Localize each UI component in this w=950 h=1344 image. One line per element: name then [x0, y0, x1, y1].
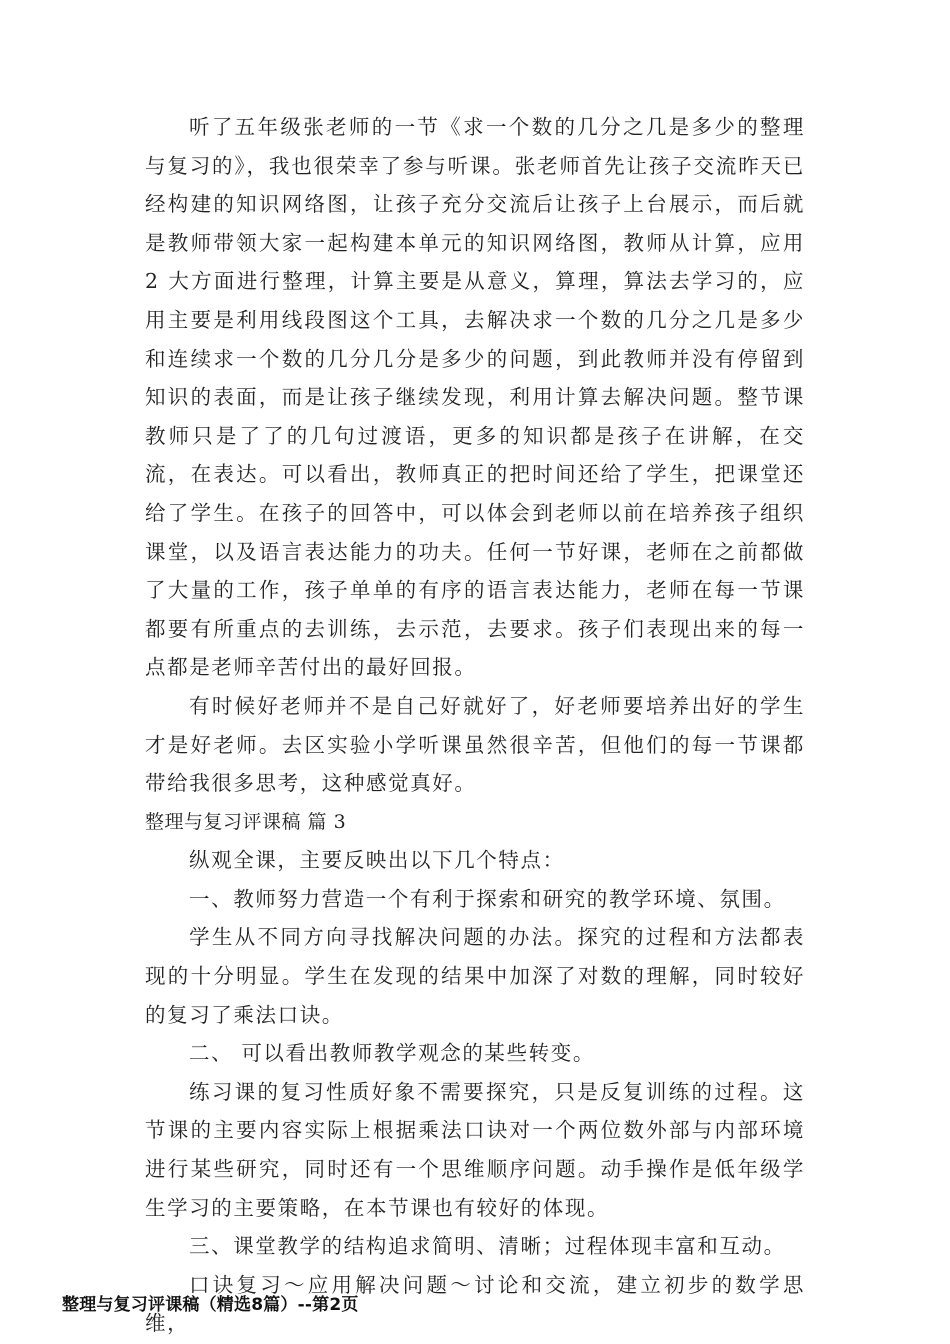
section-paragraph-4: 二、 可以看出教师教学观念的某些转变。 [189, 1041, 595, 1066]
section-paragraph-1: 纵观全课，主要反映出以下几个特点： [189, 848, 565, 873]
body-paragraph-1: 听了五年级张老师的一节《求一个数的几分之几是多少的整理与复习的》，我也很荣幸了参与听课。张老师首先让孩子交流昨天已经构建的知识网络图，让孩子充分交流后让孩子上台展示，而后就是教师带领大家一起构建本单元的知识网络图，教师从计算，应用 2 大方面进行整理，计算主要是从意义，算理，算法去学习的，应用主要是利用线段图这个工具，去解决求一个数的几分之几是多少和连续求一个数的几分几分是多少的问题，到此教师并没有停留到知识的表面，而是让孩子继续发现，利用计算去解决问题。整节课教师只是了了的几句过渡语，更多的知识都是孩子在讲解，在交流，在表达。可以看出，教师真正的把时间还给了学生，把课堂还给了学生。在孩子的回答中，可以体会到老师以前在培养孩子组织课堂，以及语言表达能力的功夫。任何一节好课，老师在之前都做了大量的工作，孩子单单的有序的语言表达能力，老师在每一节课都要有所重点的去训练，去示范，去要求。孩子们表现出来的每一点都是老师辛苦付出的最好回报。 [145, 115, 805, 680]
section-heading: 整理与复习评课稿 篇 3 [145, 810, 347, 833]
section-paragraph-2: 一、教师努力营造一个有利于探索和研究的教学环境、氛围。 [189, 886, 786, 911]
page-footer: 整理与复习评课稿（精选8篇）--第2页 [62, 1295, 359, 1315]
section-paragraph-5: 练习课的复习性质好象不需要探究，只是反复训练的过程。这节课的主要内容实际上根据乘法口诀对一个两位数外部与内部环境进行某些研究，同时还有一个思维顺序问题。动手操作是低年级学生学习的主要策略，在本节课也有较好的体现。 [145, 1079, 805, 1220]
section-paragraph-6: 三、课堂教学的结构追求简明、清晰；过程体现丰富和互动。 [189, 1234, 786, 1259]
section-paragraph-3: 学生从不同方向寻找解决问题的办法。探究的过程和方法都表现的十分明显。学生在发现的结果中加深了对数的理解，同时较好的复习了乘法口诀。 [145, 925, 805, 1027]
section-paragraph-7: 口诀复习～应用解决问题～讨论和交流，建立初步的数学思维， [145, 1272, 805, 1336]
body-paragraph-2: 有时候好老师并不是自己好就好了，好老师要培养出好的学生才是好老师。去区实验小学听课虽然很辛苦，但他们的每一节课都带给我很多思考，这种感觉真好。 [145, 693, 805, 796]
document-body [145, 108, 805, 1343]
